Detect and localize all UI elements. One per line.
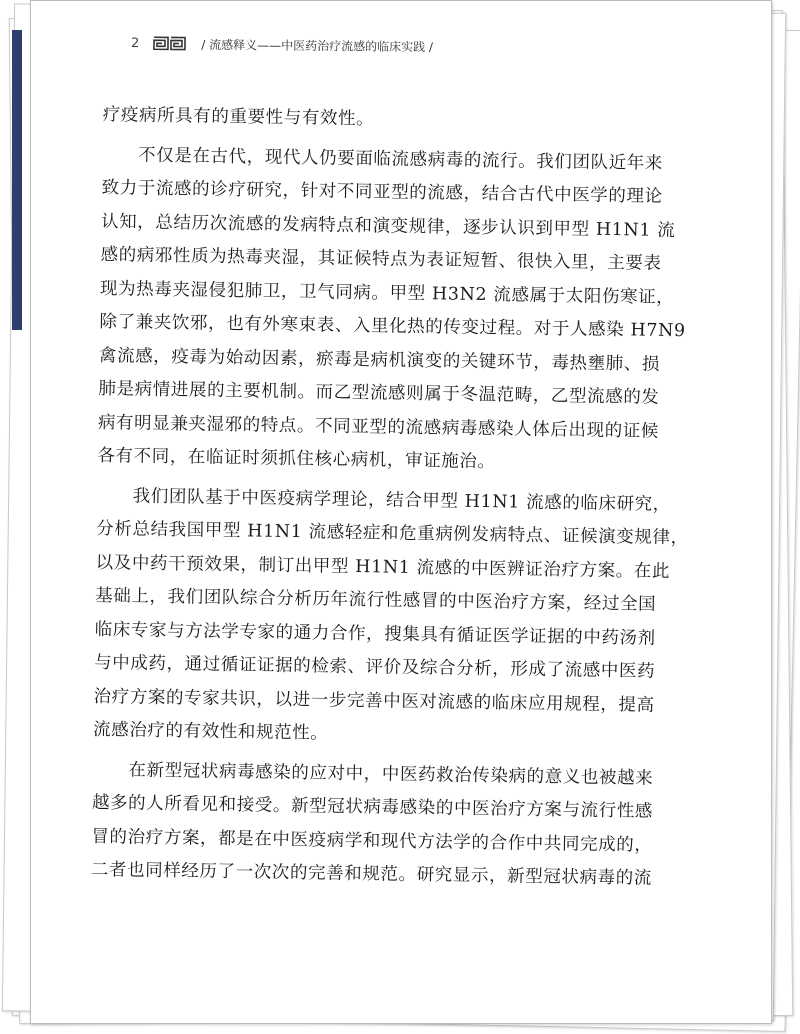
text-line: 分析总结我国甲型 H1N1 流感轻症和危重病例发病特点、证候演变规律，	[96, 518, 689, 549]
cover-edge	[12, 30, 22, 330]
text-line: 病有明显兼夹湿邪的特点。不同亚型的流感病毒感染人体后出现的证候	[97, 412, 660, 442]
book-page	[30, 0, 772, 1024]
text-line: 以及中药干预效果，制订出甲型 H1N1 流感的中医辨证治疗方案。在此	[95, 552, 671, 582]
text-line: 除了兼夹饮邪，也有外寒束表、入里化热的传变过程。对于人感染 H7N9	[99, 311, 686, 342]
paragraph	[93, 479, 697, 756]
text-line: 现为热毒夹湿侵犯肺卫，卫气同病。甲型 H3N2 流感属于太阳伤寒证，	[99, 278, 675, 308]
text-line: 肺是病情进展的主要机制。而乙型流感则属于冬温范畴，乙型流感的发	[98, 378, 660, 408]
text-line: 在新型冠状病毒感染的应对中，中医药救治传染病的意义也被越来	[128, 759, 654, 789]
running-head	[131, 31, 433, 58]
text-line: 疗疫病所具有的重要性与有效性。	[102, 104, 375, 130]
text-line: 越多的人所看见和接受。新型冠状病毒感染的中医治疗方案与流行性感	[91, 792, 654, 822]
text-line: 治疗方案的专家共识，以进一步完善中医对流感的临床应用规程，提高	[93, 686, 655, 716]
text-line: 冒的治疗方案，都是在中医疫病学和现代方法学的合作中共同完成的，	[91, 826, 653, 856]
running-head-title: / 流感释义——中医药治疗流感的临床实践 /	[201, 37, 434, 54]
fret-ornament-icon	[153, 36, 187, 50]
text-line: 临床专家与方法学专家的通力合作，搜集具有循证医学证据的中药汤剂	[94, 619, 656, 649]
page-number: 2	[130, 35, 140, 51]
text-line: 不仅是在古代，现代人仍要面临流感病毒的流行。我们团队近年来	[137, 145, 664, 174]
paragraph	[97, 138, 702, 482]
text-line: 我们团队基于中医疫病学理论，结合甲型 H1N1 流感的临床研究，	[132, 486, 672, 515]
text-line: 与中成药，通过循证证据的检索、评价及综合分析，形成了流感中医药	[93, 652, 656, 682]
text-line: 二者也同样经历了一次次的完善和规范。研究显示，新型冠状病毒的流	[90, 859, 653, 889]
text-line: 基础上，我们团队综合分析历年流行性感冒的中医治疗方案，经过全国	[95, 585, 657, 615]
text-line: 各有不同，在临证时须抓住核心病机，审证施治。	[97, 445, 496, 473]
paragraph	[91, 753, 693, 896]
text-line: 感的病邪性质为热毒夹湿，其证候特点为表证短暂、很快入里，主要表	[100, 244, 662, 274]
text-line: 禽流感，疫毒为始动因素，瘀毒是病机演变的关键环节，毒热壅肺、损	[98, 345, 661, 375]
text-line: 致力于流感的诊疗研究，针对不同亚型的流感，结合古代中医学的理论	[101, 177, 663, 207]
text-line: 认知，总结历次流感的发病特点和演变规律，逐步认识到甲型 H1N1 流	[100, 211, 676, 241]
body-text	[91, 99, 703, 897]
text-line: 流感治疗的有效性和规范性。	[92, 719, 329, 744]
